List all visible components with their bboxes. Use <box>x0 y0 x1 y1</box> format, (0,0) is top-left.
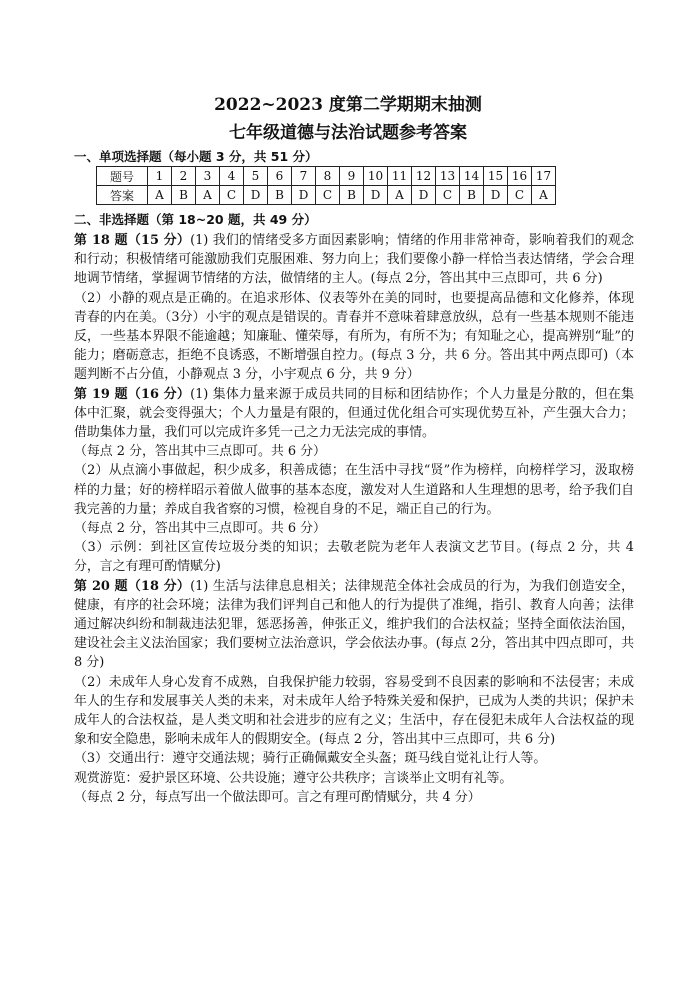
section-heading-multiple-choice: 一、单项选择题（每小题 3 分，共 51 分） <box>74 149 318 164</box>
answer-cell: D <box>364 186 388 205</box>
q20-part3: （3）交通出行：遵守交通法规；骑行正确佩戴安全头盔；斑马线自觉礼让行人等。 <box>74 751 547 767</box>
q20-part4: 观赏游览：爱护景区环境、公共设施；遵守公共秩序；言谈举止文明有礼等。 <box>74 770 513 786</box>
q19-part1-scoring: （每点 2 分，答出其中三点即可。共 6 分） <box>74 444 326 460</box>
q20-part1-text: (1) 生活与法律息息相关；法律规范全体社会成员的行为，为我们创造安全，健康，有序的社会环境；法律为我们评判自己和他人的行为提供了准绳，指引、教育人向善；法律通过解决纠纷和制裁违法犯罪，惩恶扬善，伸张正义，维护我们的合法权益；坚持全面依法治国，建设社会主义法治国家；我们要树立法治意识，学会依法办事。(每点 2分，答出其中四点即可，共 8 分) <box>74 578 634 671</box>
question-number: 13 <box>436 167 460 186</box>
question-number: 1 <box>148 167 172 186</box>
answer-cell: C <box>436 186 460 205</box>
answer-cell: C <box>508 186 532 205</box>
question-number: 5 <box>244 167 268 186</box>
section-heading-non-choice: 二、非选择题（第 18~20 题，共 49 分） <box>74 212 317 227</box>
q20-label: 第 20 题（18 分） <box>74 578 191 594</box>
table-row-answers <box>97 186 556 205</box>
table-row-numbers <box>97 167 556 186</box>
row-label-answer: 答案 <box>97 186 148 205</box>
answer-cell: B <box>268 186 292 205</box>
answer-table <box>96 166 556 205</box>
question-number: 7 <box>292 167 316 186</box>
page-subtitle: 七年级道德与法治试题参考答案 <box>229 123 467 143</box>
q18-part1 <box>74 231 634 289</box>
answer-cell: A <box>196 186 220 205</box>
answer-cell: A <box>148 186 172 205</box>
q19-part2: （2）从点滴小事做起，积少成多，积善成德；在生活中寻找“贤”作为榜样，向榜样学习，汲取榜样的力量；好的榜样昭示着做人做事的基本态度，激发对人生道路和人生理想的思考，给予我们自我完善的力量；养成自我省察的习惯，检视自身的不足，端正自己的行为。 <box>74 463 634 517</box>
answer-cell: C <box>220 186 244 205</box>
answer-body <box>74 231 634 807</box>
answer-cell: D <box>292 186 316 205</box>
answer-cell: D <box>484 186 508 205</box>
q18-part1-text: (1) 我们的情绪受多方面因素影响；情绪的作用非常神奇，影响着我们的观念和行动；积极情绪可能激励我们克服困难、努力向上；我们要像小静一样恰当表达情绪，学会合理地调节情绪，掌握调节情绪的方法，做情绪的主人。(每点 2分，答出其中三点即可，共 6 分) <box>74 233 634 287</box>
question-number: 12 <box>412 167 436 186</box>
page-title: 2022~2023 度第二学期期末抽测 <box>214 95 482 115</box>
q20-part1 <box>74 577 634 673</box>
q19-part2-scoring: （每点 2 分，答出其中三点即可。共 6 分） <box>74 521 326 537</box>
q19-part1-text: (1) 集体力量来源于成员共同的目标和团结协作；个人力量是分散的，但在集体中汇聚，就会变得强大；个人力量是有限的，但通过优化组合可实现优势互补，产生强大合力；借助集体力量，我们可以完成许多凭一己之力无法完成的事情。 <box>74 386 634 441</box>
answer-cell: D <box>244 186 268 205</box>
answer-cell: A <box>532 186 556 205</box>
answer-cell: D <box>412 186 436 205</box>
q19-label: 第 19 题（16 分） <box>74 386 191 402</box>
question-number: 11 <box>388 167 412 186</box>
question-number: 16 <box>508 167 532 186</box>
question-number: 4 <box>220 167 244 186</box>
question-number: 6 <box>268 167 292 186</box>
q20-part2: （2）未成年人身心发育不成熟，自我保护能力较弱，容易受到不良因素的影响和不法侵害；未成年人的生存和发展事关人类的未来，对未成年人给予特殊关爱和保护，已成为人类的共识；保护未成年人的合法权益，是人类文明和社会进步的应有之义；生活中，存在侵犯未成年人合法权益的现象和安全隐患，影响未成年人的假期安全。(每点 2 分，答出其中三点即可，共 6 分) <box>74 674 634 748</box>
answer-cell: A <box>388 186 412 205</box>
q19-part3: （3）示例：到社区宣传垃圾分类的知识；去敬老院为老年人表演文艺节目。(每点 2 分，共 4 分，言之有理可酌情赋分) <box>74 540 634 575</box>
question-number: 15 <box>484 167 508 186</box>
question-number: 9 <box>340 167 364 186</box>
question-number: 8 <box>316 167 340 186</box>
answer-cell: B <box>340 186 364 205</box>
row-label-number: 题号 <box>97 167 148 186</box>
q19-part1 <box>74 385 634 443</box>
q18-label: 第 18 题（15 分） <box>74 233 191 248</box>
question-number: 2 <box>172 167 196 186</box>
answer-cell: B <box>460 186 484 205</box>
question-number: 10 <box>364 167 388 186</box>
q18-part2: （2）小静的观点是正确的。在追求形体、仪表等外在美的同时，也要提高品德和文化修养，体现青春的内在美。（3分）小宇的观点是错误的。青春并不意味着肆意放纵，总有一些基本规则不能违反，一些基本界限不能逾越；知廉耻、懂荣辱，有所为，有所不为；有知耻之心，提高辨别“耻”的能力；磨砺意志，拒绝不良诱惑，不断增强自控力。(每点 3 分，共 6 分。答出其中两点即可)（本题判断不占分值，小静观点 3 分，小宇观点 6 分，共 9 分） <box>74 290 634 383</box>
answer-cell: B <box>172 186 196 205</box>
answer-cell: C <box>316 186 340 205</box>
q20-part5-scoring: （每点 2 分，每点写出一个做法即可。言之有理可酌情赋分，共 4 分） <box>74 789 481 805</box>
question-number: 3 <box>196 167 220 186</box>
question-number: 14 <box>460 167 484 186</box>
question-number: 17 <box>532 167 556 186</box>
